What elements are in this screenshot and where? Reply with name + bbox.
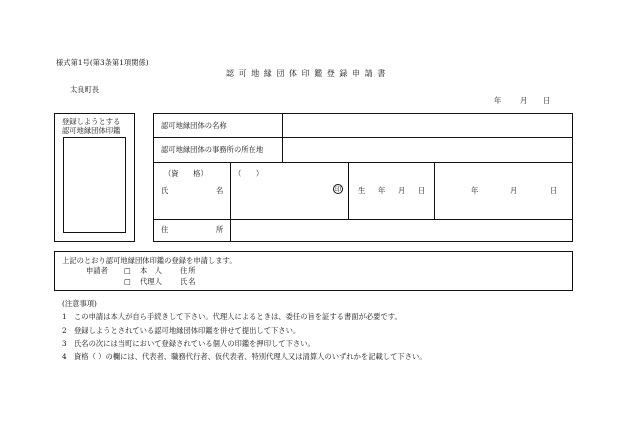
applicant-label: 申請者 [86, 266, 108, 275]
org-name-label: 認可地縁団体の名称 [161, 121, 227, 130]
right-day-label: 日 [550, 186, 558, 195]
address-label-second: 所 [216, 225, 224, 234]
birth-year-label: 年 [378, 186, 386, 195]
form-number: 様式第1号(第3条第1項関係) [56, 58, 149, 67]
table-divider-right-col [434, 162, 435, 219]
addressee: 太良町長 [70, 85, 100, 94]
form-title: 認可地縁団体印鑑登録申請書 [226, 69, 390, 78]
note-3-number: 3 [62, 339, 67, 348]
birth-label: 生 [358, 186, 366, 195]
agent-name-label: 氏名 [180, 277, 197, 286]
org-address-field[interactable] [283, 138, 572, 162]
right-year-label: 年 [471, 186, 479, 195]
application-statement: 上記のとおり認可地縁団体印鑑の登録を申請します。 [62, 256, 237, 265]
qualification-label: （資 格） [164, 169, 208, 178]
address-label-first: 住 [161, 225, 169, 234]
table-divider-birth-col [348, 162, 349, 219]
note-1-number: 1 [62, 312, 67, 321]
self-label: 本 人 [140, 266, 162, 275]
org-address-label: 認可地縁団体の事務所の所在地 [161, 145, 264, 154]
right-month-label: 月 [510, 186, 518, 195]
agent-label: 代理人 [140, 277, 162, 286]
note-2-text: 登録しようとされている認可地縁団体印鑑を併せて提出して下さい。 [74, 326, 301, 335]
seal-mark: 印 [335, 185, 342, 193]
note-4-text: 資格（ ）の欄には、代表者、職務代行者、仮代表者、特別代理人又は清算人のいずれかを記載して下さい。 [74, 352, 427, 361]
representative-address-field[interactable] [231, 220, 572, 241]
name-label-second: 名 [216, 186, 224, 195]
representative-name-field[interactable] [231, 178, 331, 216]
self-checkbox[interactable]: □ [124, 266, 131, 275]
seal-box-label-line2: 認可地縁団体印鑑 [62, 126, 121, 135]
seal-circle-icon [333, 184, 343, 194]
agent-checkbox[interactable]: □ [124, 277, 131, 286]
date-month-label: 月 [520, 96, 528, 105]
org-name-field[interactable] [283, 114, 572, 137]
date-year-label: 年 [494, 96, 502, 105]
self-address-label: 住所 [180, 266, 197, 275]
date-day-label: 日 [543, 96, 551, 105]
birth-month-label: 月 [398, 186, 406, 195]
seal-box-label-line1: 登録しようとする [62, 117, 121, 126]
note-3-text: 氏名の次には当町において登録されている個人の印鑑を押印して下さい。 [74, 339, 315, 348]
qualification-field[interactable]: （ ） [234, 169, 264, 178]
name-label-first: 氏 [161, 186, 169, 195]
notes-heading: (注意事項) [62, 299, 97, 308]
note-4-number: 4 [62, 352, 67, 361]
table-rule-2 [154, 162, 572, 163]
note-2-number: 2 [62, 326, 67, 335]
note-1-text: この申請は本人が自ら手続きして下さい。代理人によるときは、委任の旨を証する書面が必要です。 [74, 312, 402, 321]
seal-imprint-area[interactable] [63, 137, 126, 233]
birth-day-label: 日 [418, 186, 426, 195]
